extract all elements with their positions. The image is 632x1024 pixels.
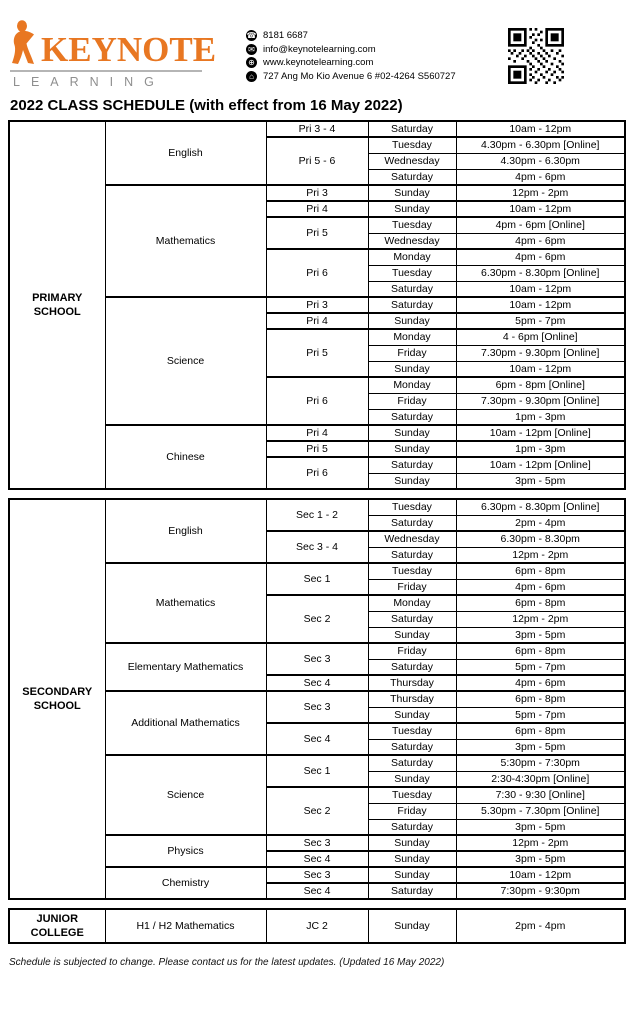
time-cell: 5:30pm - 7:30pm — [456, 755, 625, 771]
level-cell: Pri 5 — [266, 329, 368, 377]
level-cell: Pri 3 - 4 — [266, 121, 368, 137]
day-cell: Saturday — [368, 659, 456, 675]
level-cell: Pri 5 — [266, 441, 368, 457]
level-cell: Sec 2 — [266, 595, 368, 643]
time-cell: 3pm - 5pm — [456, 739, 625, 755]
schedule-row — [9, 909, 625, 943]
day-cell: Saturday — [368, 515, 456, 531]
level-cell: Sec 4 — [266, 883, 368, 899]
time-cell: 4pm - 6pm [Online] — [456, 217, 625, 233]
day-cell: Monday — [368, 329, 456, 345]
level-cell: Pri 4 — [266, 201, 368, 217]
contact-website — [246, 57, 456, 68]
day-cell: Friday — [368, 579, 456, 595]
time-cell: 4pm - 6pm — [456, 169, 625, 185]
time-cell: 2pm - 4pm — [456, 515, 625, 531]
qr-code — [508, 28, 564, 89]
time-cell: 10am - 12pm — [456, 361, 625, 377]
email-icon: ✉ — [246, 44, 257, 55]
level-cell: Pri 6 — [266, 457, 368, 489]
level-cell: Pri 3 — [266, 185, 368, 201]
day-cell: Tuesday — [368, 137, 456, 153]
time-cell: 6pm - 8pm [Online] — [456, 377, 625, 393]
email-address: info@keynotelearning.com — [263, 43, 376, 55]
day-cell: Saturday — [368, 883, 456, 899]
subject-cell: Science — [105, 297, 266, 425]
time-cell: 12pm - 2pm — [456, 185, 625, 201]
level-cell: Sec 2 — [266, 787, 368, 835]
time-cell: 10am - 12pm — [456, 297, 625, 313]
school-label: JUNIOR COLLEGE — [30, 912, 84, 939]
time-cell: 6.30pm - 8.30pm [Online] — [456, 265, 625, 281]
time-cell: 2:30-4:30pm [Online] — [456, 771, 625, 787]
subject-cell: Mathematics — [105, 185, 266, 297]
time-cell: 12pm - 2pm — [456, 547, 625, 563]
time-cell: 7.30pm - 9.30pm [Online] — [456, 345, 625, 361]
day-cell: Friday — [368, 803, 456, 819]
time-cell: 10am - 12pm — [456, 201, 625, 217]
time-cell: 12pm - 2pm — [456, 611, 625, 627]
time-cell: 5pm - 7pm — [456, 659, 625, 675]
level-cell: Sec 1 — [266, 563, 368, 595]
time-cell: 10am - 12pm [Online] — [456, 425, 625, 441]
day-cell: Saturday — [368, 547, 456, 563]
day-cell: Friday — [368, 643, 456, 659]
time-cell: 10am - 12pm — [456, 867, 625, 883]
level-cell: Pri 3 — [266, 297, 368, 313]
subject-cell: English — [105, 499, 266, 563]
day-cell: Sunday — [368, 771, 456, 787]
home-icon: ⌂ — [246, 71, 257, 82]
level-cell: Sec 3 — [266, 835, 368, 851]
reading-person-icon — [10, 20, 40, 66]
level-cell: Sec 3 — [266, 867, 368, 883]
time-cell: 5pm - 7pm — [456, 313, 625, 329]
day-cell: Saturday — [368, 611, 456, 627]
day-cell: Wednesday — [368, 153, 456, 169]
time-cell: 1pm - 3pm — [456, 409, 625, 425]
day-cell: Sunday — [368, 313, 456, 329]
level-cell: JC 2 — [266, 909, 368, 943]
brand-subtitle: LEARNING — [13, 75, 165, 89]
schedule-tables — [8, 120, 632, 944]
day-cell: Saturday — [368, 755, 456, 771]
time-cell: 6.30pm - 8.30pm [Online] — [456, 499, 625, 515]
level-cell: Pri 4 — [266, 425, 368, 441]
day-cell: Sunday — [368, 707, 456, 723]
level-cell: Pri 6 — [266, 377, 368, 425]
day-cell: Thursday — [368, 675, 456, 691]
subject-cell: Elementary Mathematics — [105, 643, 266, 691]
day-cell: Sunday — [368, 835, 456, 851]
time-cell: 5.30pm - 7.30pm [Online] — [456, 803, 625, 819]
day-cell: Saturday — [368, 739, 456, 755]
day-cell: Sunday — [368, 201, 456, 217]
subject-cell: Chemistry — [105, 867, 266, 899]
time-cell: 4pm - 6pm — [456, 233, 625, 249]
time-cell: 6pm - 8pm — [456, 691, 625, 707]
schedule-row — [9, 499, 625, 515]
street-address: 727 Ang Mo Kio Avenue 6 #02-4264 S560727 — [263, 70, 456, 82]
day-cell: Sunday — [368, 851, 456, 867]
time-cell: 6.30pm - 8.30pm — [456, 531, 625, 547]
day-cell: Friday — [368, 393, 456, 409]
time-cell: 7.30pm - 9.30pm [Online] — [456, 393, 625, 409]
website-url: www.keynotelearning.com — [263, 57, 374, 68]
time-cell: 3pm - 5pm — [456, 627, 625, 643]
day-cell: Sunday — [368, 361, 456, 377]
time-cell: 5pm - 7pm — [456, 707, 625, 723]
contact-block — [246, 30, 456, 84]
day-cell: Saturday — [368, 409, 456, 425]
level-cell: Sec 4 — [266, 675, 368, 691]
day-cell: Tuesday — [368, 265, 456, 281]
day-cell: Tuesday — [368, 723, 456, 739]
day-cell: Tuesday — [368, 563, 456, 579]
subject-cell: H1 / H2 Mathematics — [105, 909, 266, 943]
day-cell: Tuesday — [368, 787, 456, 803]
time-cell: 1pm - 3pm — [456, 441, 625, 457]
phone-icon: ☎ — [246, 31, 257, 40]
globe-icon: ⊕ — [246, 57, 257, 68]
time-cell: 6pm - 8pm — [456, 563, 625, 579]
school-cell — [9, 121, 105, 489]
level-cell: Sec 1 — [266, 755, 368, 787]
school-cell — [9, 499, 105, 899]
keynote-logo — [10, 20, 217, 89]
time-cell: 10am - 12pm — [456, 281, 625, 297]
level-cell: Pri 4 — [266, 313, 368, 329]
level-cell: Sec 1 - 2 — [266, 499, 368, 531]
day-cell: Tuesday — [368, 499, 456, 515]
subject-cell: English — [105, 121, 266, 185]
day-cell: Sunday — [368, 441, 456, 457]
day-cell: Friday — [368, 345, 456, 361]
time-cell: 4pm - 6pm — [456, 675, 625, 691]
level-cell: Sec 3 — [266, 643, 368, 675]
time-cell: 6pm - 8pm — [456, 643, 625, 659]
subject-cell: Physics — [105, 835, 266, 867]
school-label: PRIMARY SCHOOL — [32, 291, 83, 318]
day-cell: Saturday — [368, 121, 456, 137]
day-cell: Sunday — [368, 185, 456, 201]
level-cell: Sec 4 — [266, 851, 368, 867]
day-cell: Monday — [368, 249, 456, 265]
day-cell: Monday — [368, 595, 456, 611]
schedule-row — [9, 121, 625, 137]
time-cell: 4.30pm - 6.30pm [Online] — [456, 137, 625, 153]
day-cell: Thursday — [368, 691, 456, 707]
time-cell: 4 - 6pm [Online] — [456, 329, 625, 345]
day-cell: Saturday — [368, 169, 456, 185]
time-cell: 4pm - 6pm — [456, 249, 625, 265]
schedule-table — [8, 908, 626, 944]
subject-cell: Mathematics — [105, 563, 266, 643]
day-cell: Wednesday — [368, 233, 456, 249]
brand-name: KEYNOTE — [41, 30, 217, 70]
time-cell: 2pm - 4pm — [456, 909, 625, 943]
time-cell: 7:30 - 9:30 [Online] — [456, 787, 625, 803]
level-cell: Pri 5 — [266, 217, 368, 249]
time-cell: 12pm - 2pm — [456, 835, 625, 851]
footer-note: Schedule is subjected to change. Please contact us for the latest updates. (Updated 16 May 2022) — [9, 957, 445, 968]
subject-cell: Science — [105, 755, 266, 835]
subject-cell: Additional Mathematics — [105, 691, 266, 755]
time-cell: 3pm - 5pm — [456, 819, 625, 835]
page-header — [0, 0, 632, 89]
level-cell: Pri 5 - 6 — [266, 137, 368, 185]
day-cell: Wednesday — [368, 531, 456, 547]
time-cell: 7:30pm - 9:30pm — [456, 883, 625, 899]
level-cell: Sec 3 - 4 — [266, 531, 368, 563]
day-cell: Saturday — [368, 819, 456, 835]
school-label: SECONDARY SCHOOL — [22, 685, 93, 712]
contact-phone — [246, 30, 456, 41]
day-cell: Sunday — [368, 909, 456, 943]
time-cell: 10am - 12pm — [456, 121, 625, 137]
day-cell: Sunday — [368, 473, 456, 489]
day-cell: Saturday — [368, 297, 456, 313]
day-cell: Saturday — [368, 457, 456, 473]
level-cell: Sec 3 — [266, 691, 368, 723]
level-cell: Sec 4 — [266, 723, 368, 755]
time-cell: 10am - 12pm [Online] — [456, 457, 625, 473]
day-cell: Saturday — [368, 281, 456, 297]
page-title: 2022 CLASS SCHEDULE (with effect from 16 May 2022) — [10, 97, 403, 114]
schedule-table — [8, 120, 626, 490]
time-cell: 6pm - 8pm — [456, 595, 625, 611]
time-cell: 4.30pm - 6.30pm — [456, 153, 625, 169]
day-cell: Monday — [368, 377, 456, 393]
day-cell: Sunday — [368, 425, 456, 441]
day-cell: Sunday — [368, 867, 456, 883]
time-cell: 4pm - 6pm — [456, 579, 625, 595]
phone-number: 8181 6687 — [263, 30, 308, 41]
time-cell: 3pm - 5pm — [456, 473, 625, 489]
subject-cell: Chinese — [105, 425, 266, 489]
contact-email — [246, 44, 456, 55]
time-cell: 3pm - 5pm — [456, 851, 625, 867]
school-cell — [9, 909, 105, 943]
logo-divider — [10, 70, 202, 72]
time-cell: 6pm - 8pm — [456, 723, 625, 739]
level-cell: Pri 6 — [266, 249, 368, 297]
day-cell: Sunday — [368, 627, 456, 643]
day-cell: Tuesday — [368, 217, 456, 233]
contact-address — [246, 71, 456, 82]
schedule-table — [8, 498, 626, 900]
